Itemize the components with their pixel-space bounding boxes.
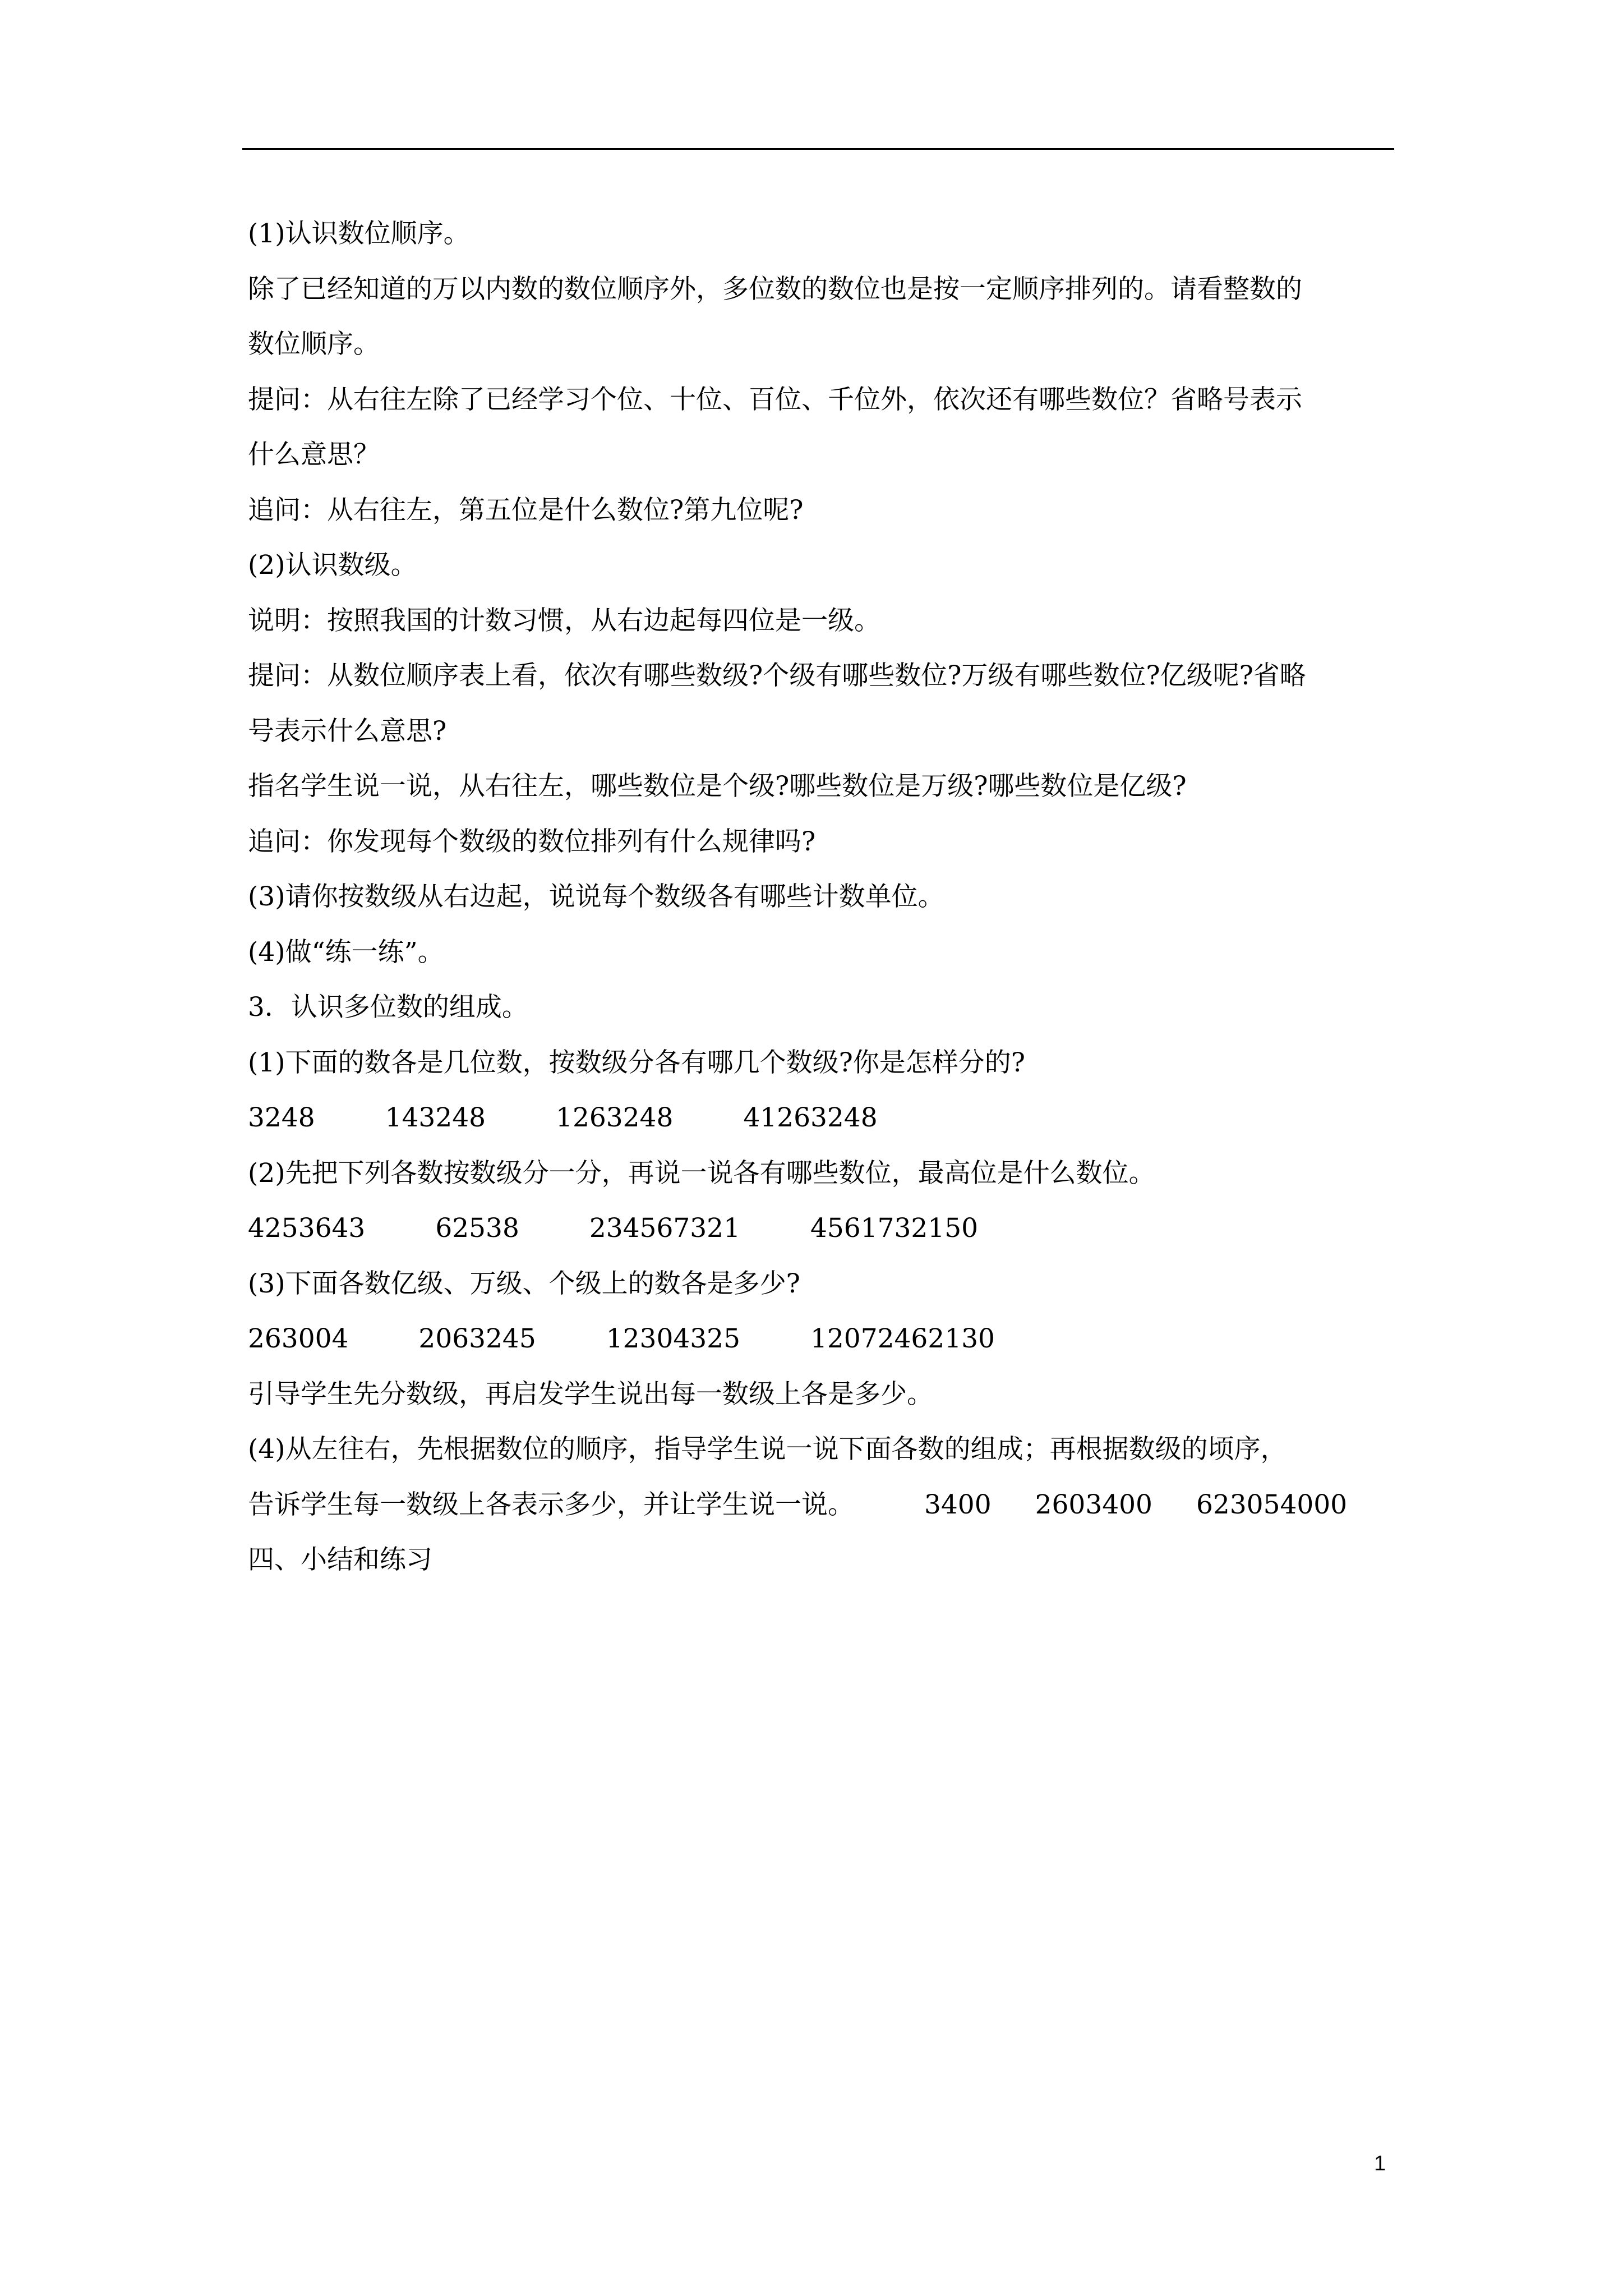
number-item: 263004 — [248, 1323, 349, 1354]
paragraph-line: 什么意思？ — [248, 439, 380, 470]
page-number: 1 — [1374, 2152, 1386, 2175]
number-item: 4561732150 — [810, 1213, 979, 1244]
paragraph-line: 提问：从右往左除了已经学习个位、十位、百位、千位外，依次还有哪些数位？省略号表示 — [248, 384, 1302, 415]
paragraph-line: 除了已经知道的万以内数的数位顺序外，多位数的数位也是按一定顺序排列的。请看整数的 — [248, 273, 1302, 305]
number-item: 41263248 — [743, 1102, 878, 1133]
number-item: 4253643 — [248, 1213, 366, 1244]
paragraph-line: 指名学生说一说，从右往左，哪些数位是个级?哪些数位是万级?哪些数位是亿级? — [248, 771, 1187, 802]
number-item: 12072462130 — [810, 1323, 995, 1354]
number-list — [248, 1201, 1403, 1257]
paragraph-line: (3)下面各数亿级、万级、个级上的数各是多少? — [248, 1268, 800, 1299]
number-item: 623054000 — [1196, 1489, 1348, 1520]
number-list — [248, 1091, 1403, 1146]
number-item: 1263248 — [556, 1102, 674, 1133]
paragraph-line: (3)请你按数级从右边起，说说每个数级各有哪些计数单位。 — [248, 881, 944, 912]
paragraph-line: 号表示什么意思? — [248, 715, 447, 747]
paragraph-line: (2)先把下列各数按数级分一分，再说一说各有哪些数位，最高位是什么数位。 — [248, 1157, 1155, 1189]
paragraph-line: (1)下面的数各是几位数，按数级分各有哪几个数级?你是怎样分的? — [248, 1047, 1025, 1078]
paragraph-line: (1)认识数位顺序。 — [248, 218, 470, 249]
number-item: 62538 — [435, 1213, 519, 1244]
paragraph-line: 数位顺序。 — [248, 329, 380, 360]
paragraph-line: (4)做“练一练”。 — [248, 936, 444, 968]
page-body — [248, 206, 1403, 1588]
section-heading: 四、小结和练习 — [248, 1544, 432, 1575]
paragraph-text: 告诉学生每一数级上各表示多少，并让学生说一说。 — [248, 1489, 854, 1520]
paragraph-line-with-numbers — [248, 1478, 1403, 1533]
number-item: 143248 — [385, 1102, 486, 1133]
paragraph-line: 追问：你发现每个数级的数位排列有什么规律吗? — [248, 826, 816, 857]
paragraph-line: (4)从左往右，先根据数位的顺序，指导学生说一说下面各数的组成；再根据数级的顷序， — [248, 1434, 1287, 1465]
paragraph-line: 3．认识多位数的组成。 — [248, 992, 528, 1023]
paragraph-line: 引导学生先分数级，再启发学生说出每一数级上各是多少。 — [248, 1378, 933, 1410]
number-item: 12304325 — [606, 1323, 740, 1354]
number-item: 2063245 — [418, 1323, 536, 1354]
header-rule — [242, 148, 1394, 150]
number-list — [248, 1312, 1403, 1367]
number-item: 234567321 — [589, 1213, 740, 1244]
paragraph-line: 说明：按照我国的计数习惯，从右边起每四位是一级。 — [248, 605, 880, 636]
number-item: 3400 — [924, 1489, 992, 1520]
paragraph-line: (2)认识数级。 — [248, 550, 417, 581]
paragraph-line: 追问：从右往左，第五位是什么数位?第九位呢? — [248, 494, 804, 526]
paragraph-line: 提问：从数位顺序表上看，依次有哪些数级?个级有哪些数位?万级有哪些数位?亿级呢?省略 — [248, 660, 1306, 691]
number-item: 2603400 — [1035, 1489, 1152, 1520]
number-item: 3248 — [248, 1102, 315, 1133]
